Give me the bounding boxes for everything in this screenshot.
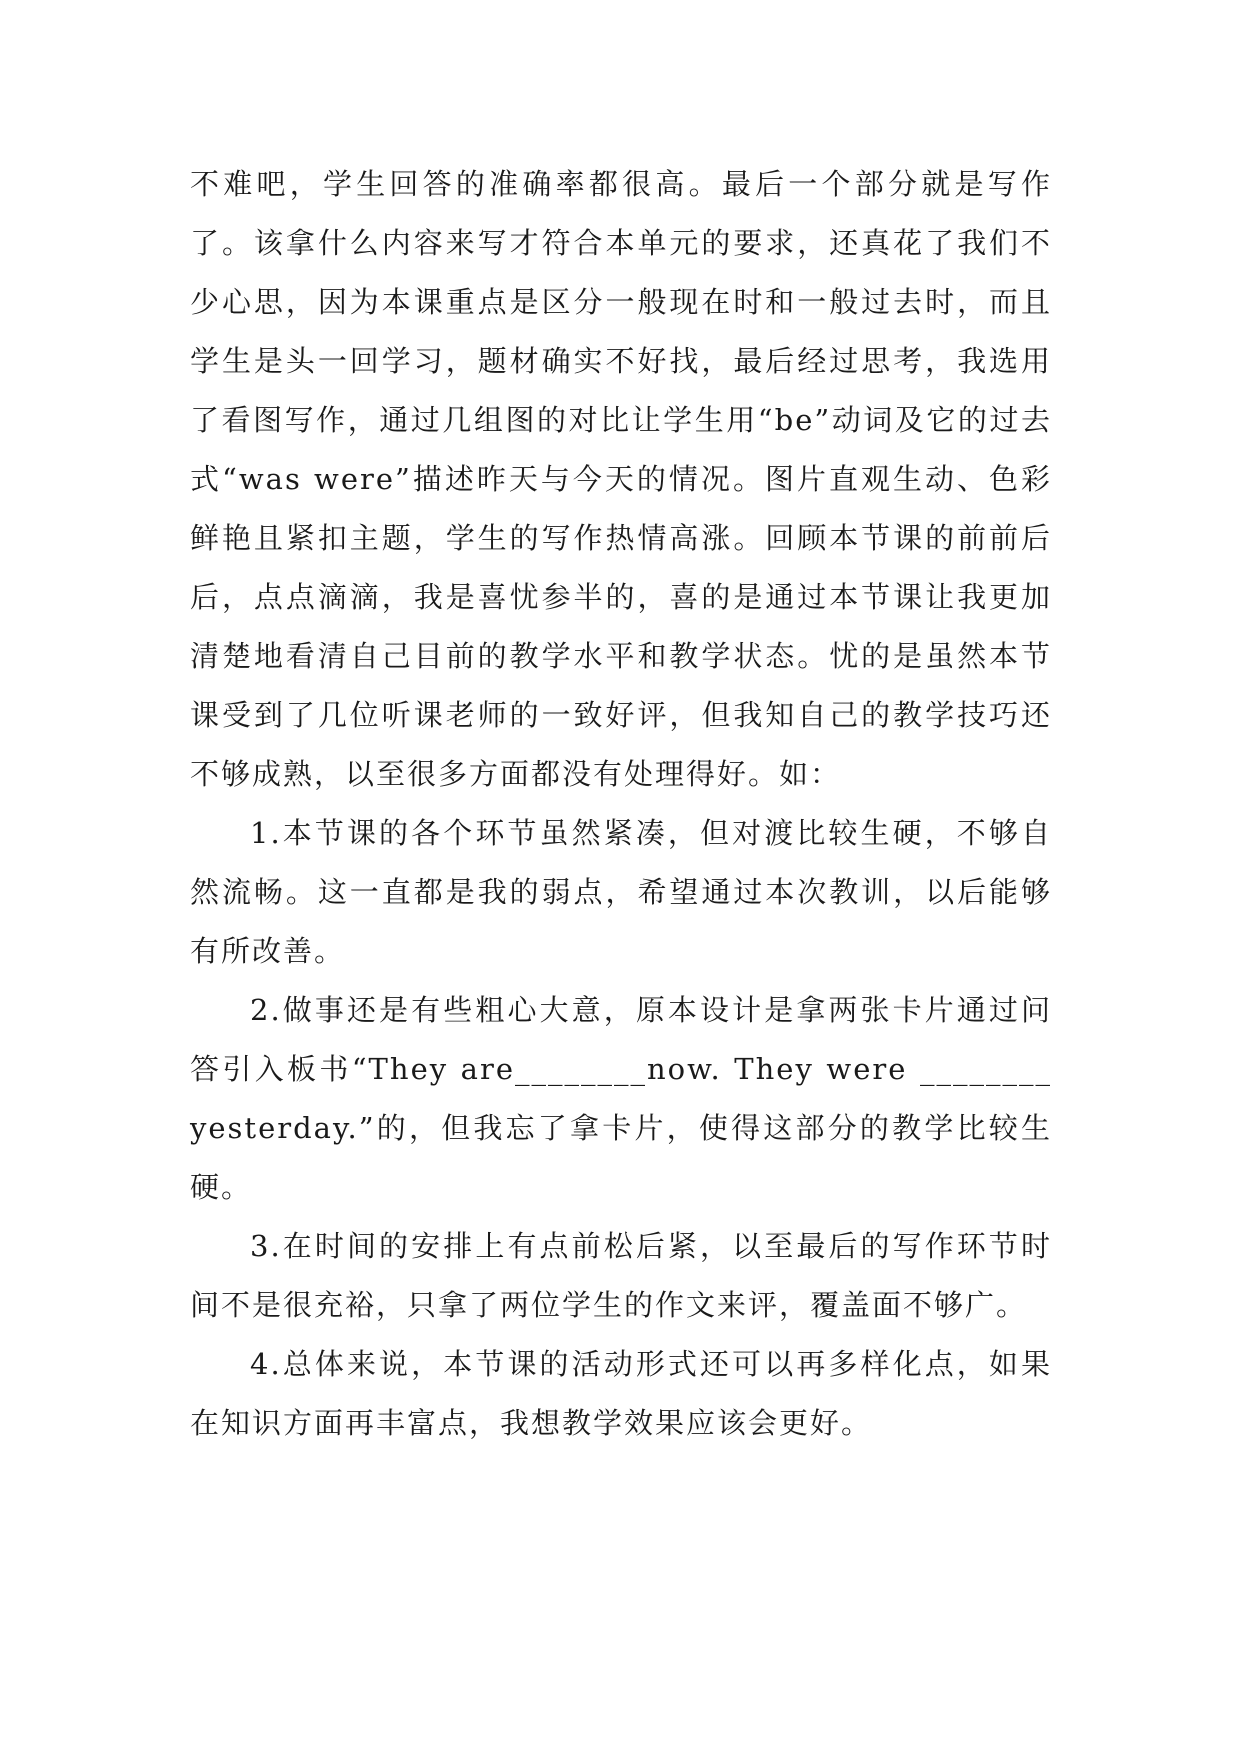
- paragraph-point-1: 1.本节课的各个环节虽然紧凑，但对渡比较生硬，不够自然流畅。这一直都是我的弱点，希望通过本次教训，以后能够有所改善。: [190, 816, 1052, 968]
- paragraph-intro: 不难吧，学生回答的准确率都很高。最后一个部分就是写作了。该拿什么内容来写才符合本单元的要求，还真花了我们不少心思，因为本课重点是区分一般现在时和一般过去时，而且学生是头一回学习，题材确实不好找，最后经过思考，我选用了看图写作，通过几组图的对比让学生用“be”动词及它的过去式“was were”描述昨天与今天的情况。图片直观生动、色彩鲜艳且紧扣主题，学生的写作热情高涨。回顾本节课的前前后后，点点滴滴，我是喜忧参半的，喜的是通过本节课让我更加清楚地看清自己目前的教学水平和教学状态。忧的是虽然本节课受到了几位听课老师的一致好评，但我知自己的教学技巧还不够成熟，以至很多方面都没有处理得好。如：: [190, 167, 1052, 791]
- paragraph-point-3: 3.在时间的安排上有点前松后紧，以至最后的写作环节时间不是很充裕，只拿了两位学生的作文来评，覆盖面不够广。: [190, 1229, 1052, 1322]
- paragraph-point-2: 2.做事还是有些粗心大意，原本设计是拿两张卡片通过问答引入板书“They are________now. They were ________yesterday.”的，但我忘了拿卡片，使得这部分的教学比较生硬。: [190, 993, 1052, 1204]
- document-body: [190, 155, 1052, 1453]
- paragraph-point-4: 4.总体来说，本节课的活动形式还可以再多样化点，如果在知识方面再丰富点，我想教学效果应该会更好。: [190, 1347, 1052, 1440]
